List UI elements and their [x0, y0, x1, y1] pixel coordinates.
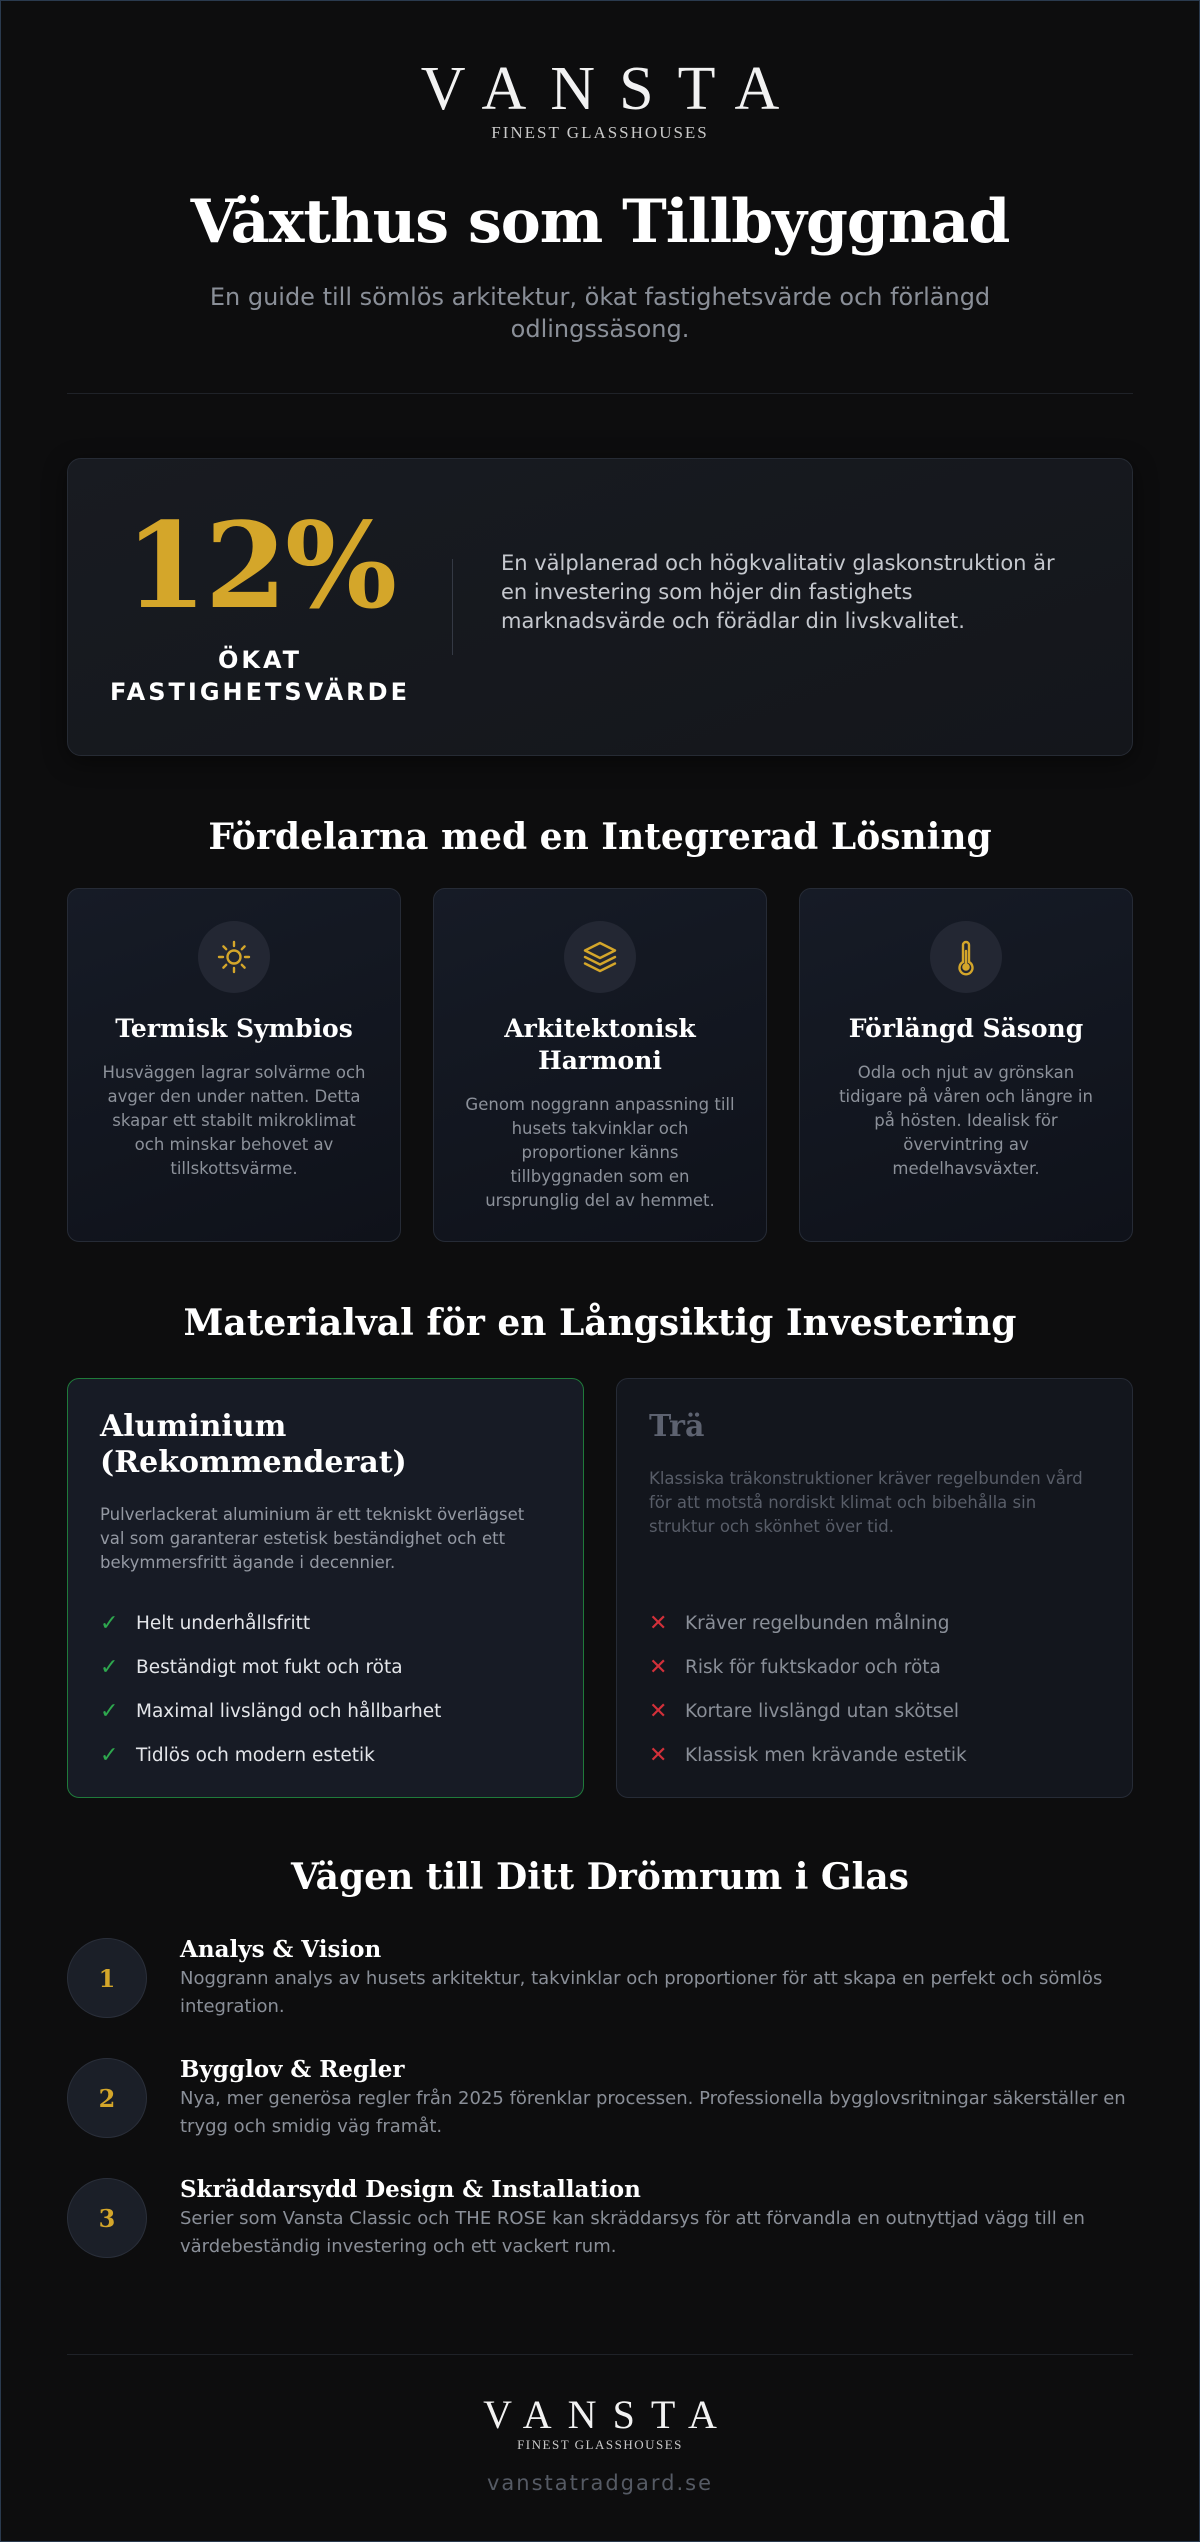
content: [67, 1, 1133, 2495]
con-text: Kortare livslängd utan skötsel: [685, 1700, 959, 1722]
material-title: Trä: [649, 1409, 705, 1444]
divider: [67, 393, 1133, 394]
check-icon: ✓: [100, 1742, 119, 1768]
check-icon: ✓: [100, 1610, 119, 1636]
layers-icon: [564, 921, 636, 993]
stat-label: [68, 644, 452, 708]
brand-tagline: FINEST GLASSHOUSES: [491, 123, 709, 142]
benefit-card-harmony: [433, 888, 767, 1242]
step-title: Bygglov & Regler: [180, 2056, 405, 2083]
pro-text: Maximal livslängd och hållbarhet: [136, 1700, 442, 1722]
footer-website-link[interactable]: vanstatradgard.se: [486, 2471, 714, 2495]
con-text: Kräver regelbunden målning: [685, 1612, 950, 1634]
benefit-title: Arkitektonisk Harmoni: [504, 1014, 696, 1075]
material-card-wood: [616, 1378, 1133, 1798]
step-item: [67, 2176, 1133, 2296]
benefits-title: Fördelarna med en Integrerad Lösning: [208, 816, 992, 858]
stat-value: 12%: [124, 496, 396, 635]
benefit-card-thermal: [67, 888, 401, 1242]
material-card-aluminium: [67, 1378, 584, 1798]
brand-logo[interactable]: VANSTA: [420, 55, 804, 123]
step-body: [180, 2056, 1130, 2176]
step-text: Noggrann analys av husets arkitektur, takvinklar och proportioner för att skapa en perfekt och sömlös integration.: [180, 1968, 1103, 2017]
step-item: [67, 2056, 1133, 2176]
page-title: Växthus som Tillbyggnad: [190, 187, 1010, 257]
step-title: Skräddarsydd Design & Installation: [180, 2176, 641, 2203]
check-icon: ✓: [100, 1654, 119, 1680]
stat-label-line1: ÖKAT: [217, 646, 303, 674]
step-body: [180, 1936, 1130, 2056]
stat-figure: [68, 496, 452, 708]
step-number: 1: [67, 1938, 147, 2018]
pro-text: Helt underhållsfritt: [136, 1612, 311, 1634]
list-item: [649, 1689, 1100, 1733]
benefit-card-season: [799, 888, 1133, 1242]
sun-icon: [198, 921, 270, 993]
benefits-grid: [67, 888, 1133, 1242]
cons-list: [649, 1601, 1100, 1777]
list-item: [100, 1689, 551, 1733]
benefit-title: Termisk Symbios: [115, 1014, 353, 1043]
list-item: [100, 1645, 551, 1689]
cross-icon: ✕: [649, 1654, 668, 1680]
cross-icon: ✕: [649, 1698, 668, 1724]
materials-grid: [67, 1378, 1133, 1798]
con-text: Risk för fuktskador och röta: [685, 1656, 941, 1678]
list-item: [100, 1733, 551, 1777]
step-body: [180, 2176, 1130, 2296]
footer-tagline: FINEST GLASSHOUSES: [517, 2437, 683, 2452]
stat-description: En välplanerad och högkvalitativ glaskonstruktion är en investering som höjer din fastighets marknadsvärde och förädlar din livskvalitet.: [501, 550, 1055, 633]
pro-text: Tidlös och modern estetik: [136, 1744, 375, 1766]
step-number: 2: [67, 2058, 147, 2138]
stat-card: [67, 458, 1133, 756]
step-title: Analys & Vision: [180, 1936, 382, 1963]
check-icon: ✓: [100, 1698, 119, 1724]
footer: [67, 2355, 1133, 2495]
brand-header: [67, 1, 1133, 143]
cross-icon: ✕: [649, 1610, 668, 1636]
footer-logo[interactable]: VANSTA: [483, 2392, 733, 2437]
step-text: Serier som Vansta Classic och THE ROSE kan skräddarsys för att förvandla en outnyttjad vägg till en värdebeständig investering och ett vackert rum.: [180, 2208, 1085, 2257]
thermometer-icon: [930, 921, 1002, 993]
cross-icon: ✕: [649, 1742, 668, 1768]
benefit-text: Genom noggrann anpassning till husets takvinklar och proportioner känns tillbyggnaden som en ursprunglig del av hemmet.: [465, 1095, 735, 1210]
steps-list: [67, 1936, 1133, 2296]
benefit-title: Förlängd Säsong: [848, 1014, 1084, 1043]
list-item: [649, 1733, 1100, 1777]
material-description: Pulverlackerat aluminium är ett tekniskt överlägset val som garanterar estetisk beständighet och ett bekymmersfritt ägande i decennier.: [100, 1505, 525, 1572]
list-item: [649, 1645, 1100, 1689]
benefit-text: Husväggen lagrar solvärme och avger den under natten. Detta skapar ett stabilt mikroklimat och minskar behovet av tillskottsvärme.: [102, 1063, 366, 1178]
steps-title: Vägen till Ditt Drömrum i Glas: [291, 1856, 909, 1898]
list-item: [100, 1601, 551, 1645]
stat-label-line2: FASTIGHETSVÄRDE: [110, 678, 410, 706]
benefit-text: Odla och njut av grönskan tidigare på våren och längre in på hösten. Idealisk för övervintring av medelhavsväxter.: [839, 1063, 1093, 1178]
list-item: [649, 1601, 1100, 1645]
page-subtitle: En guide till sömlös arkitektur, ökat fastighetsvärde och förlängd odlingssäsong.: [209, 283, 991, 343]
material-description: Klassiska träkonstruktioner kräver regelbunden vård för att motstå nordiskt klimat och bibehålla sin struktur och skönhet över tid.: [649, 1469, 1083, 1536]
materials-title: Materialval för en Långsiktig Investering: [183, 1302, 1017, 1344]
step-item: [67, 1936, 1133, 2056]
pros-list: [100, 1601, 551, 1777]
pro-text: Beständigt mot fukt och röta: [136, 1656, 403, 1678]
step-text: Nya, mer generösa regler från 2025 förenklar processen. Professionella bygglovsritningar säkerställer en trygg och smidig väg framåt.: [180, 2088, 1126, 2137]
step-number: 3: [67, 2178, 147, 2258]
material-title: Aluminium (Rekommenderat): [100, 1409, 407, 1480]
con-text: Klassisk men krävande estetik: [685, 1744, 967, 1766]
